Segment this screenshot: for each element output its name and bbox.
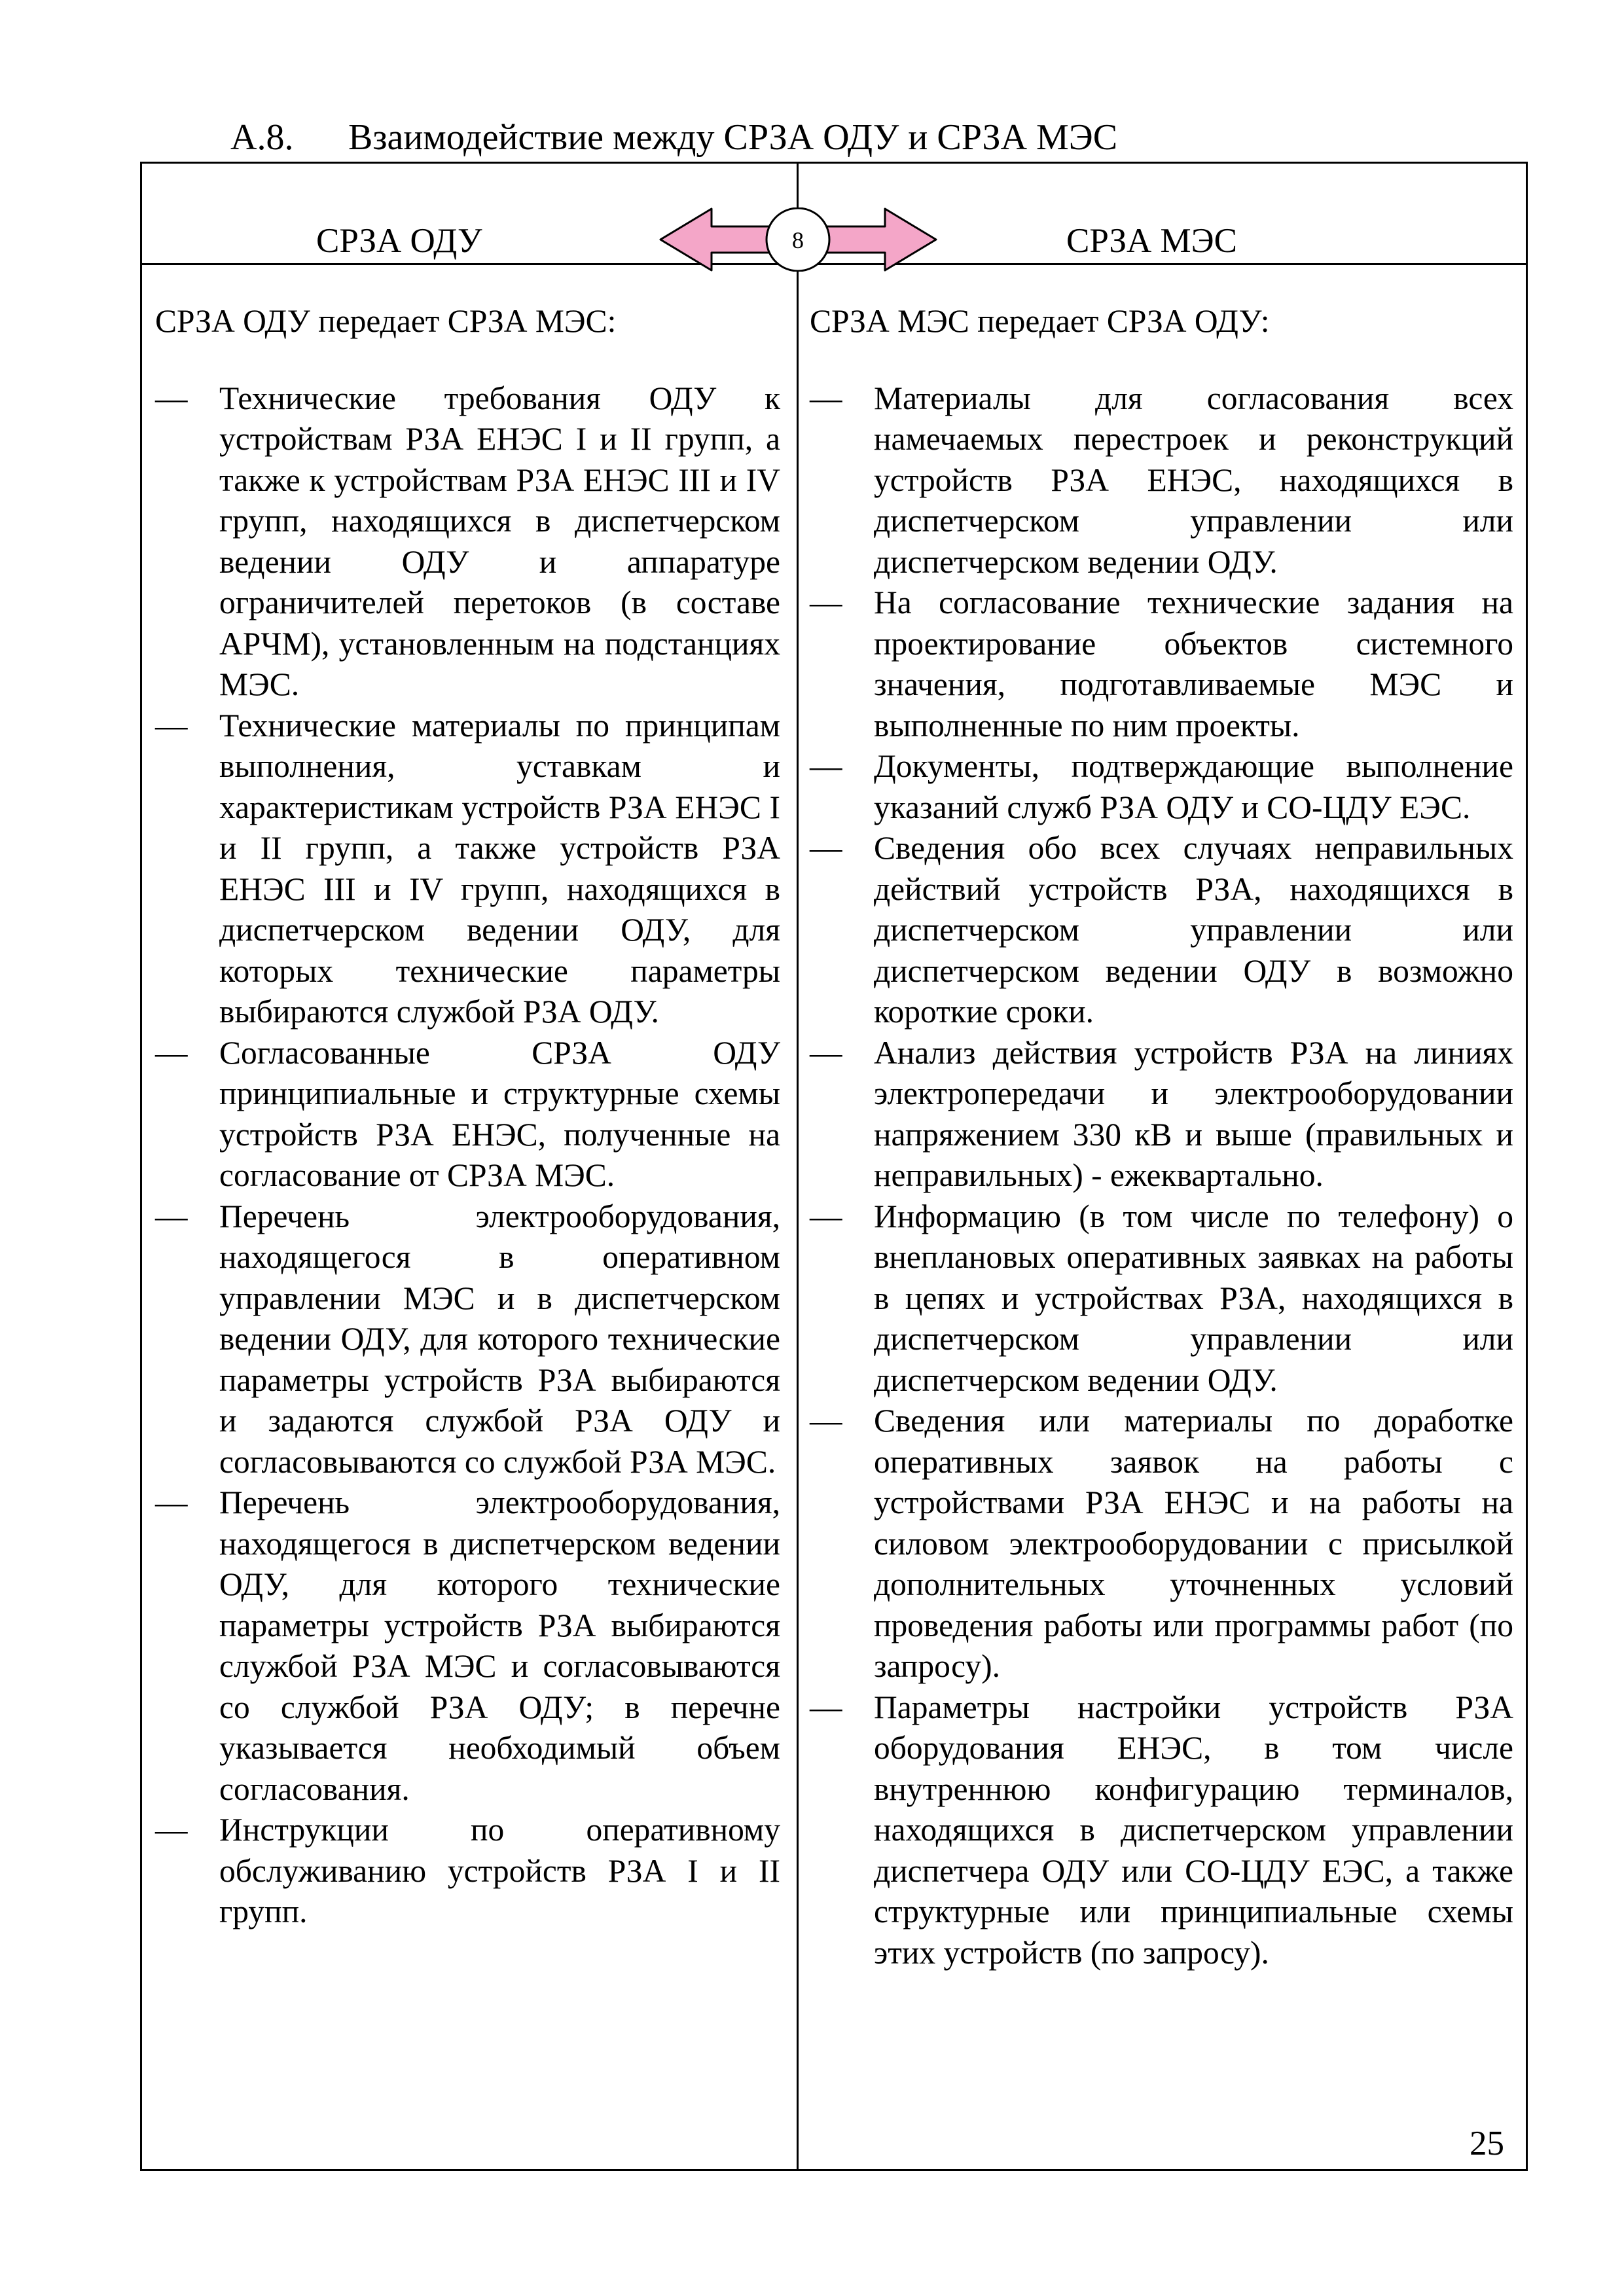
list-item: [810, 1687, 1513, 1974]
list-item-text: Сведения или материалы по доработке оперативных заявок на работы с устройствами РЗА ЕНЭС и на работы на силовом электрооборудовании с присылкой дополнительных уточненных условий проведения работы или программы работ (по запросу).: [874, 1403, 1513, 1684]
list-dash: —: [810, 380, 842, 416]
list-dash: —: [810, 1198, 842, 1234]
list-item-text: Документы, подтверждающие выполнение указаний служб РЗА ОДУ и СО-ЦДУ ЕЭС.: [874, 748, 1513, 825]
column-divider: [797, 164, 799, 2169]
list-item: [810, 1401, 1513, 1687]
list-dash: —: [810, 1403, 842, 1439]
list-item-text: На согласование технические задания на проектирование объектов системного значения, подготавливаемые МЭС и выполненные по ним проекты.: [874, 584, 1513, 744]
list-item-text: Информацию (в том числе по телефону) о внеплановых оперативных заявках на работы в цепях и устройствах РЗА, находящихся в диспетчерском управлении или диспетчерском ведении ОДУ.: [874, 1198, 1513, 1398]
list-item-text: Анализ действия устройств РЗА на линиях электропередачи и электрооборудовании напряжением 330 кВ и выше (правильных и неправильных) - ежеквартально.: [874, 1034, 1513, 1193]
header-left: СРЗА ОДУ: [316, 222, 482, 260]
list-item-text: Параметры настройки устройств РЗА оборудования ЕНЭС, в том числе внутреннюю конфигурацию терминалов, находящихся в диспетчерском управлении диспетчера ОДУ или СО-ЦДУ ЕЭС, а также структурные или принципиальные схемы этих устройств (по запросу).: [874, 1689, 1513, 1971]
right-column: [810, 301, 1513, 1973]
list-item: [155, 1810, 780, 1933]
list-item: [810, 583, 1513, 746]
list-item-text: Материалы для согласования всех намечаемых перестроек и реконструкций устройств РЗА ЕНЭС, находящихся в диспетчерском управлении или диспетчерском ведении ОДУ.: [874, 380, 1513, 580]
list-item: [155, 1196, 780, 1483]
list-dash: —: [810, 584, 842, 620]
list-item: [155, 378, 780, 706]
list-dash: —: [810, 830, 842, 866]
list-item-text: Перечень электрооборудования, находящегося в оперативном управлении МЭС и в диспетчерском ведении ОДУ, для которого технические параметры устройств РЗА выбираются и задаются службой РЗА ОДУ и согласовываются со службой РЗА МЭС.: [219, 1198, 780, 1480]
list-item: [810, 378, 1513, 583]
section-title-text: Взаимодействие между СРЗА ОДУ и СРЗА МЭС: [348, 117, 1118, 158]
table-header-row: [142, 164, 1526, 265]
list-dash: —: [810, 1689, 842, 1725]
list-item: [810, 828, 1513, 1033]
list-dash: —: [155, 380, 188, 416]
double-arrow-icon: [659, 207, 937, 272]
list-item: [810, 1196, 1513, 1401]
list-dash: —: [810, 748, 842, 784]
list-item: [810, 1033, 1513, 1196]
list-item: [155, 1033, 780, 1196]
list-dash: —: [810, 1034, 842, 1071]
list-item: [155, 706, 780, 1033]
list-item-text: Сведения обо всех случаях неправильных действий устройств РЗА, находящихся в диспетчерском управлении или диспетчерском ведении ОДУ в возможно короткие сроки.: [874, 830, 1513, 1030]
list-item: [155, 1482, 780, 1810]
right-list: [810, 378, 1513, 1974]
header-right: СРЗА МЭС: [1066, 222, 1238, 260]
list-item-text: Технические материалы по принципам выполнения, уставкам и характеристикам устройств РЗА ЕНЭС I и II групп, а также устройств РЗА ЕНЭС III и IV групп, находящихся в диспетчерском ведении ОДУ, для которых технические параметры выбираются службой РЗА ОДУ.: [219, 707, 780, 1030]
list-item-text: Перечень электрооборудования, находящегося в диспетчерском ведении ОДУ, для которого технические параметры устройств РЗА выбираются службой РЗА МЭС и согласовываются со службой РЗА ОДУ; в перечне указывается необходимый объем согласования.: [219, 1484, 780, 1807]
left-list: [155, 378, 780, 1933]
list-dash: —: [155, 707, 188, 744]
list-item-text: Инструкции по оперативному обслуживанию устройств РЗА I и II групп.: [219, 1812, 780, 1929]
list-dash: —: [155, 1812, 188, 1848]
left-column-heading: СРЗА ОДУ передает СРЗА МЭС:: [155, 303, 617, 339]
page-number: 25: [1470, 2125, 1504, 2162]
list-dash: —: [155, 1198, 188, 1234]
list-item-text: Технические требования ОДУ к устройствам РЗА ЕНЭС I и II групп, а также к устройствам РЗА ЕНЭС III и IV групп, находящихся в диспетчерском ведении ОДУ и аппаратуре ограничителей перетоков (в составе АРЧМ), установленным на подстанциях МЭС.: [219, 380, 780, 702]
section-title: [230, 111, 1117, 164]
badge-number: 8: [792, 227, 804, 253]
list-dash: —: [155, 1484, 188, 1520]
section-number: А.8.: [230, 117, 294, 158]
list-item-text: Согласованные СРЗА ОДУ принципиальные и структурные схемы устройств РЗА ЕНЭС, полученные на согласование от СРЗА МЭС.: [219, 1034, 780, 1193]
list-item: [810, 746, 1513, 828]
right-column-heading: СРЗА МЭС передает СРЗА ОДУ:: [810, 303, 1270, 339]
list-dash: —: [155, 1034, 188, 1071]
left-column: [155, 301, 780, 1933]
interaction-table: [140, 162, 1528, 2171]
